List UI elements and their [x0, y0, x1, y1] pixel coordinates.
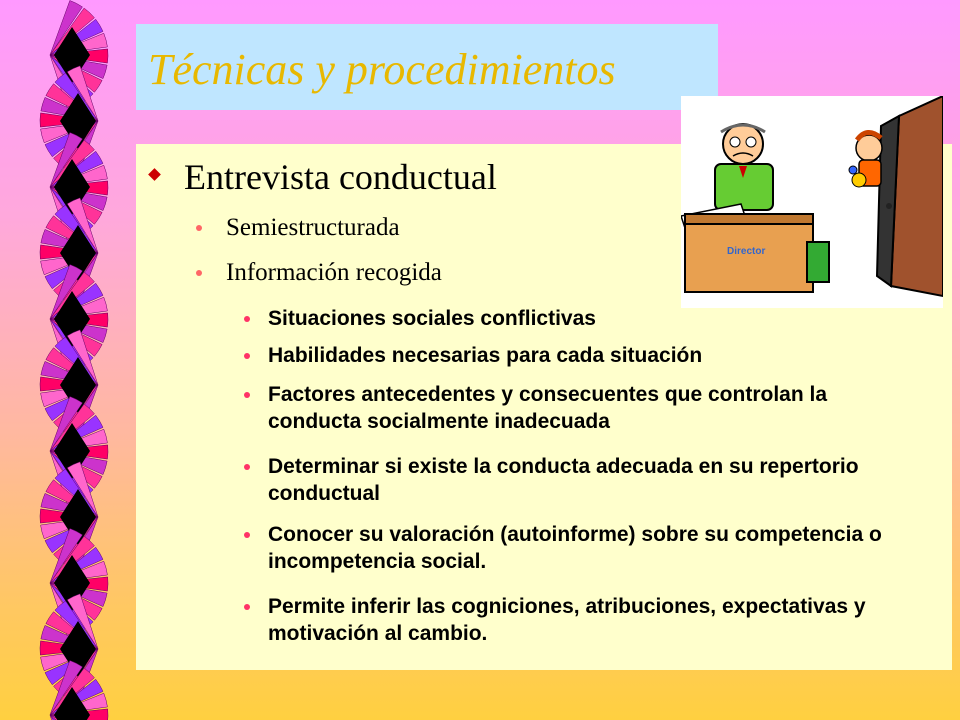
detail-text: Habilidades necesarias para cada situación: [268, 344, 703, 367]
detail-text: Factores antecedentes y consecuentes que controlan la conducta socialmente inadecuada: [268, 383, 828, 433]
slide-title: Técnicas y procedimientos: [148, 45, 616, 94]
dot-bullet-icon: [244, 316, 250, 322]
dot-bullet-icon: [244, 392, 250, 398]
dot-bullet-icon: [196, 270, 202, 276]
principal-head: [723, 124, 763, 164]
principal-office-clipart: [681, 96, 943, 308]
dot-bullet-icon: [196, 225, 202, 231]
subitem-text: Semiestructurada: [226, 214, 400, 241]
detail-text: Determinar si existe la conducta adecuada en su repertorio conductual: [268, 455, 859, 505]
heading-text: Entrevista conductual: [184, 157, 497, 197]
dot-bullet-icon: [244, 464, 250, 470]
detail-text: Conocer su valoración (autoinforme) sobre su competencia o incompetencia social.: [268, 523, 882, 573]
detail-text: Permite inferir las cogniciones, atribuciones, expectativas y motivación al cambio.: [268, 595, 866, 645]
dot-bullet-icon: [244, 353, 250, 359]
detail-text: Situaciones sociales conflictivas: [268, 307, 596, 330]
dot-bullet-icon: [244, 604, 250, 610]
decorative-fan-border: [20, 0, 130, 720]
title-banner: [136, 24, 718, 110]
subitem-text: Información recogida: [226, 259, 442, 286]
desk-label: Director: [727, 246, 766, 257]
dot-bullet-icon: [244, 532, 250, 538]
